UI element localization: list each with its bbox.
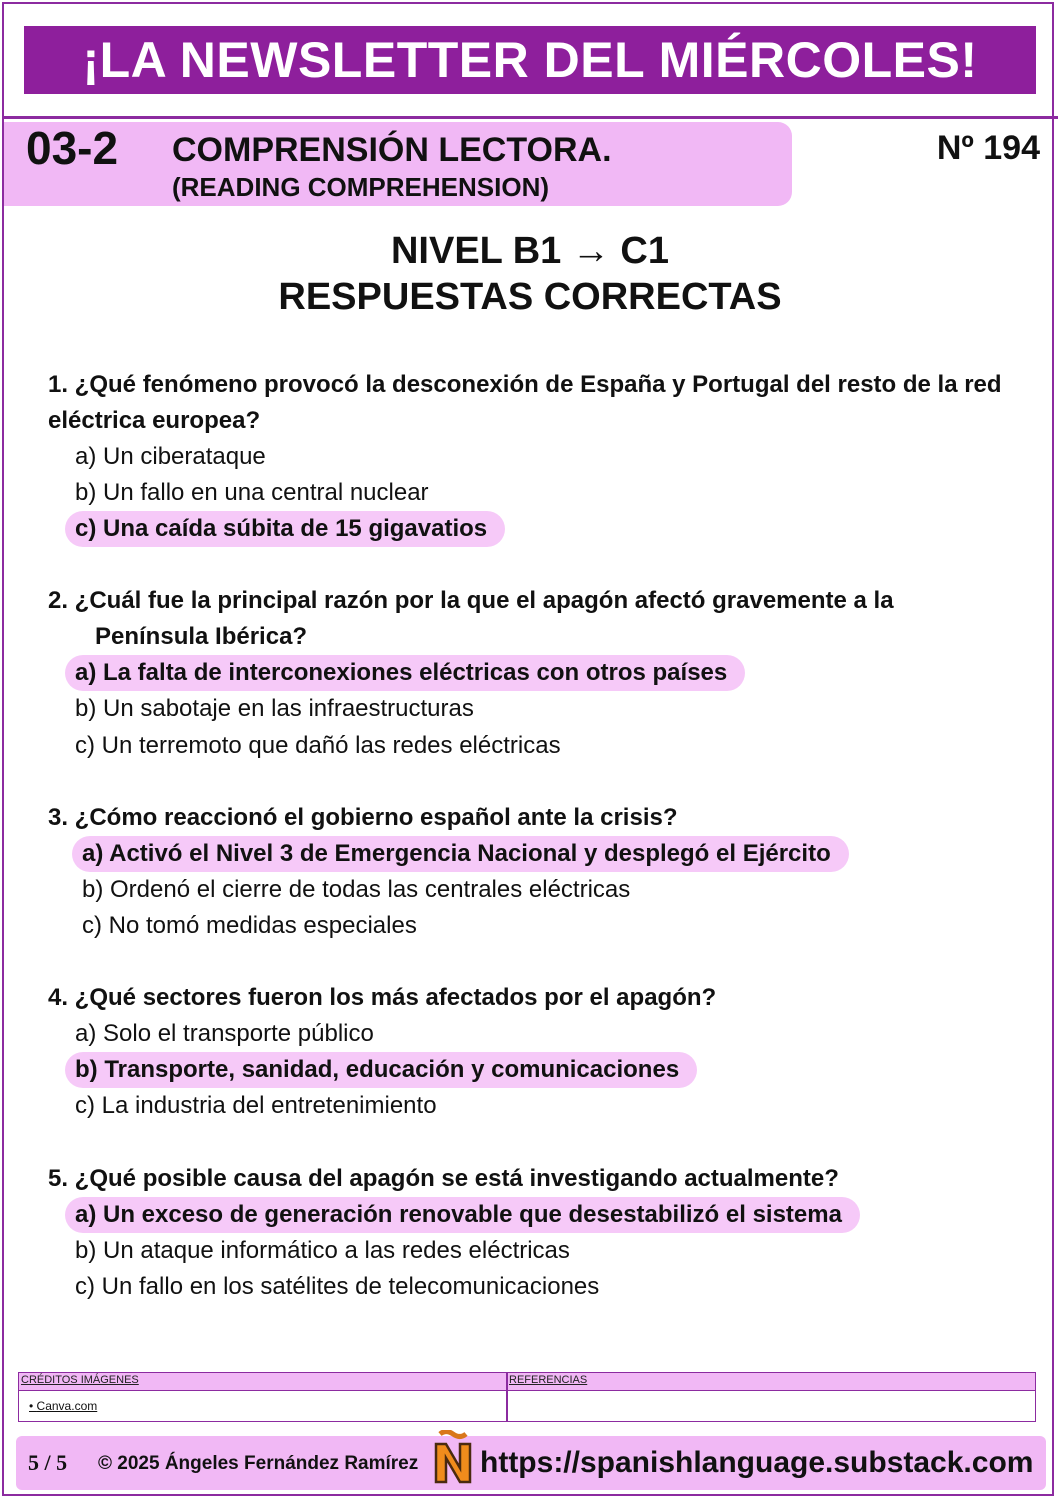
credits-column-divider xyxy=(506,1373,508,1421)
section-subtitle: (READING COMPREHENSION) xyxy=(172,172,550,202)
answers-heading: RESPUESTAS CORRECTAS xyxy=(278,276,782,318)
divider-top xyxy=(2,116,1058,119)
copyright-text: © 2025 Ángeles Fernández Ramírez xyxy=(98,1453,419,1474)
question-2-option-c: c) Un terremoto que dañó las redes eléctricas xyxy=(75,732,561,759)
question-2: 2. ¿Cuál fue la principal razón por la que el apagón afectó gravemente a la xyxy=(48,587,894,614)
site-url-link[interactable]: https://spanishlanguage.substack.com xyxy=(480,1446,1034,1479)
image-credits-label: CRÉDITOS IMÁGENES xyxy=(21,1374,139,1386)
newsletter-banner: ¡LA NEWSLETTER DEL MIÉRCOLES! xyxy=(24,26,1036,94)
question-3-correct-answer: a) Activó el Nivel 3 de Emergencia Nacional y desplegó el Ejército xyxy=(72,836,849,872)
image-credit-item: • Canva.com xyxy=(29,1399,98,1413)
question-5-option-b: b) Un ataque informático a las redes eléctricas xyxy=(75,1237,570,1264)
question-3: 3. ¿Cómo reaccionó el gobierno español ante la crisis? xyxy=(48,804,678,831)
question-5: 5. ¿Qué posible causa del apagón se está investigando actualmente? xyxy=(48,1165,839,1192)
references-label: REFERENCIAS xyxy=(509,1374,588,1386)
question-1-option-b: b) Un fallo en una central nuclear xyxy=(75,479,429,506)
question-1-correct-answer: c) Una caída súbita de 15 gigavatios xyxy=(65,511,505,547)
section-number: 03-2 xyxy=(26,122,119,174)
credits-table xyxy=(18,1372,1036,1422)
question-2-continued: Península Ibérica? xyxy=(95,623,308,650)
question-1-option-a: a) Un ciberataque xyxy=(75,443,266,470)
canva-link[interactable]: Canva.com xyxy=(36,1399,98,1413)
issue-number: Nº 194 xyxy=(936,129,1040,167)
question-4-option-c: c) La industria del entretenimiento xyxy=(75,1092,437,1119)
question-4-option-a: a) Solo el transporte público xyxy=(75,1020,374,1047)
level-heading: NIVEL B1 → C1 xyxy=(390,230,670,272)
question-2-option-b: b) Un sabotaje en las infraestructuras xyxy=(75,695,474,722)
question-3-option-b: b) Ordenó el cierre de todas las centrales eléctricas xyxy=(82,876,631,903)
question-1: 1. ¿Qué fenómeno provocó la desconexión de España y Portugal del resto de la red eléctrica europea? xyxy=(48,371,1002,434)
question-5-correct-answer: a) Un exceso de generación renovable que desestabilizó el sistema xyxy=(65,1197,860,1233)
page-counter: 5 / 5 xyxy=(28,1450,68,1475)
n-tilde-logo-icon xyxy=(432,1430,474,1486)
question-3-option-c: c) No tomó medidas especiales xyxy=(82,912,417,939)
question-2-correct-answer: a) La falta de interconexiones eléctricas con otros países xyxy=(65,655,745,691)
question-5-option-c: c) Un fallo en los satélites de telecomunicaciones xyxy=(75,1273,600,1300)
question-4-correct-answer: b) Transporte, sanidad, educación y comunicaciones xyxy=(65,1052,697,1088)
question-4: 4. ¿Qué sectores fueron los más afectados por el apagón? xyxy=(48,984,717,1011)
section-title: COMPRENSIÓN LECTORA. xyxy=(172,131,612,169)
